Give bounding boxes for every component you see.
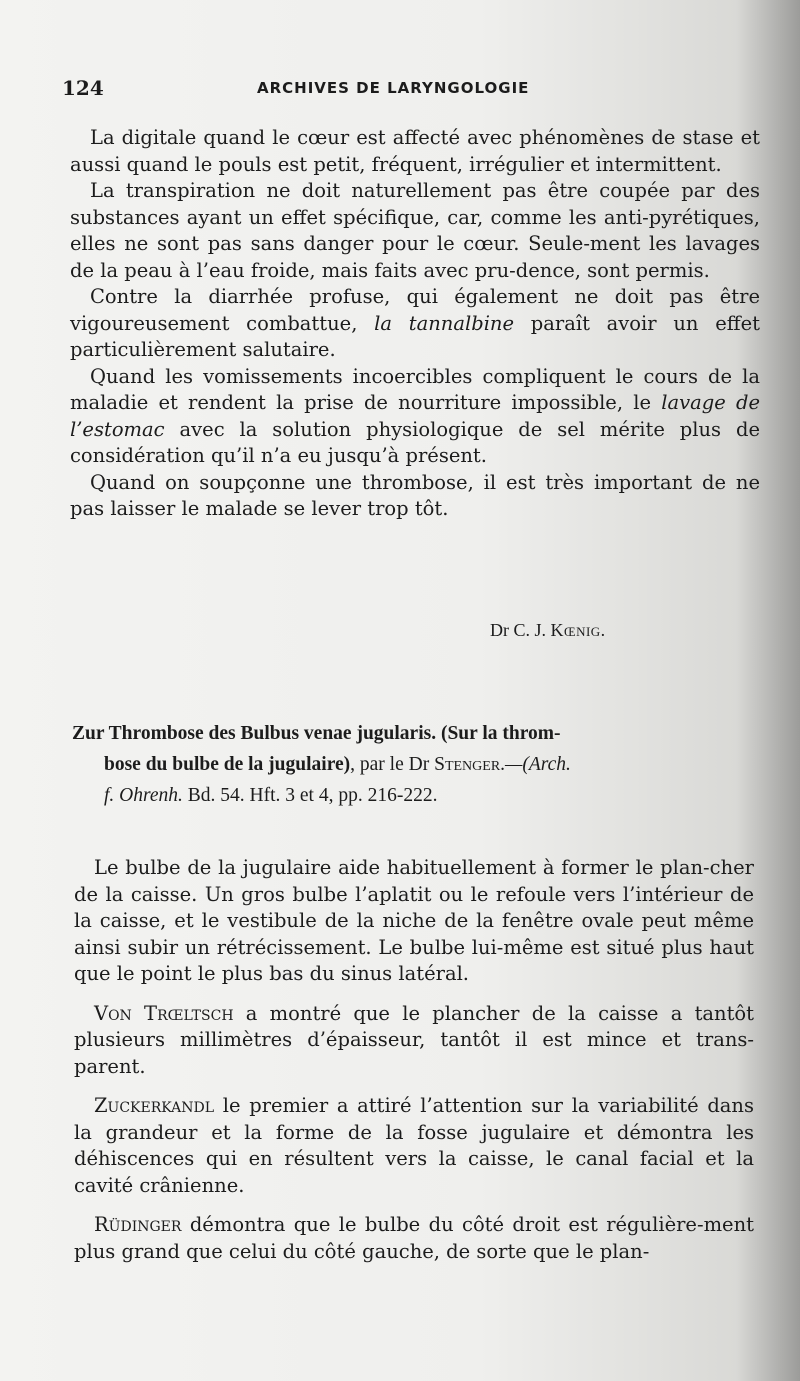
author-signature: Dr C. J. Kœnig.	[490, 620, 606, 640]
source-ref: Bd. 54. Hft. 3 et 4, pp. 216-222.	[182, 785, 438, 806]
paragraph: Quand les vomissements incoercibles compliquent le cours de la maladie et rendent la prise de nourriture impossible, le lavage de l’estomac avec la solution physiologique de sel mérite plus de considération qu’il n’a eu jusqu’à présent.	[70, 364, 761, 467]
paragraph: Le bulbe de la jugulaire aide habituellement à former le plan-cher de la caisse. Un gros bulbe l’aplatit ou le refoule vers l’intérieur de la caisse, et le vestibule de la niche de la fenêtre ovale peut même ainsi subir un rétrécissement. Le bulbe lui-même est situé plus haut que le point le plus bas du sinus latéral.	[74, 856, 754, 985]
cited-author: Rüdinger	[94, 1213, 182, 1236]
cited-author: Zuckerkandl	[94, 1094, 215, 1117]
paragraph: La transpiration ne doit naturellement pas être coupée par des substances ayant un effet spécifique, car, comme les anti-pyrétiques, elles ne sont pas sans danger pour le cœur. Seule-ment les lavages de la peau à l’eau froide, mais faits avec pru-dence, sont permis.	[70, 179, 760, 282]
cited-author: Von Trœltsch	[94, 1001, 234, 1025]
paragraph: Contre la diarrhée profuse, qui également ne doit pas être vigoureusement combattue, la tannalbine paraît avoir un effet particulièrement salutaire.	[70, 285, 760, 361]
emphasis: la tannalbine	[374, 311, 515, 335]
article-title-french: bose du bulbe de la jugulaire)	[104, 754, 351, 775]
article-2-body	[74, 855, 754, 1278]
paragraph: Von Trœltsch a montré que le plancher de la caisse a tantôt plusieurs millimètres d’épaisseur, tantôt il est mince et trans-parent.	[74, 1001, 754, 1078]
page-header	[62, 76, 752, 102]
paragraph: Zuckerkandl le premier a attiré l’attention sur la variabilité dans la grandeur et la forme de la fosse jugulaire et démontra les déhiscences qui en résultent vers la caisse, le canal facial et la cavité crânienne.	[74, 1094, 754, 1197]
running-title: ARCHIVES DE LARYNGOLOGIE	[257, 79, 530, 97]
author-name: Stenger.	[434, 754, 506, 775]
article-2-title: Zur Thrombose des Bulbus venae jugularis. (Sur la throm- bose du bulbe de la jugulaire), par le Dr Stenger.—(Arch. f. Ohrenh. Bd. 54. Hft. 3 et 4, pp. 216-222.	[72, 723, 571, 806]
source-journal: f. Ohrenh.	[104, 785, 183, 806]
emphasis: lavage de l’estomac	[70, 391, 761, 441]
paragraph: La digitale quand le cœur est affecté avec phénomènes de stase et aussi quand le pouls est petit, fréquent, irrégulier et intermittent.	[70, 126, 760, 176]
page-number: 124	[62, 76, 104, 100]
article-title: Zur Thrombose des Bulbus venae jugularis. (Sur la throm-	[72, 723, 561, 744]
paragraph: Rüdinger démontra que le bulbe du côté droit est régulière-ment plus grand que celui du côté gauche, de sorte que le plan-	[74, 1213, 754, 1263]
paragraph: Quand on soupçonne une thrombose, il est très important de ne pas laisser le malade se lever trop tôt.	[70, 470, 760, 520]
article-1-body	[70, 125, 760, 523]
